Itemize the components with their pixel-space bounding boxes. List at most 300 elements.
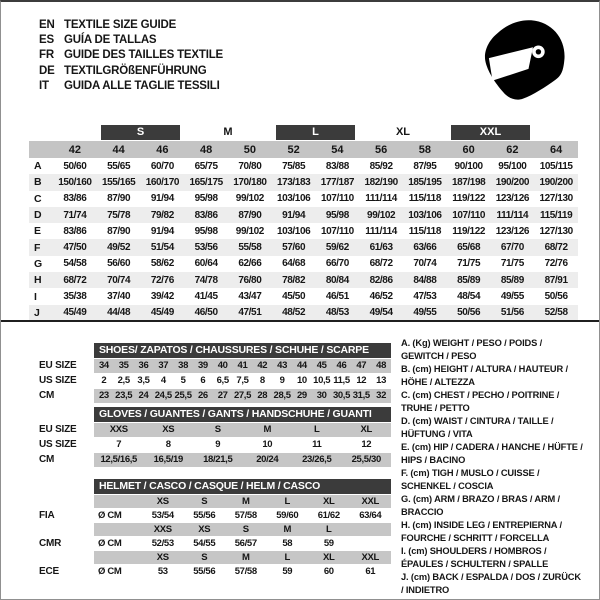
helmet-value: 59 (323, 538, 334, 549)
legend-item: I. (cm) SHOULDERS / HOMBROS / ÉPAULES / SCHULTERN / SPALLE (401, 546, 549, 569)
measurement-value: 71/75 (500, 258, 524, 270)
measurement-value: 67/70 (500, 242, 524, 254)
measurement-row (29, 305, 578, 321)
language-code: ES (39, 34, 54, 47)
measurement-letter: G (34, 257, 43, 270)
shoes-value: 9 (279, 375, 285, 386)
size-header-cell: 52 (287, 143, 300, 156)
helmet-size-label: XXS (153, 524, 172, 535)
helmet-value: 63/64 (359, 510, 382, 521)
measurement-row (29, 223, 578, 239)
helmet-row-label-spacer (29, 523, 94, 536)
helmet-size-header-row (29, 523, 391, 536)
measurement-value: 119/122 (452, 225, 486, 237)
measurement-letter: D (34, 209, 42, 222)
helmet-size-label: M (241, 552, 250, 563)
measurement-value: 187/198 (451, 176, 486, 188)
helmet-size-header-row (29, 495, 391, 508)
guide-title: TEXTILGRÖßENFÜHRUNG (64, 64, 207, 77)
helmet-standard-row (29, 565, 391, 578)
measurement-letter: F (34, 241, 41, 254)
size-header-cell: 64 (550, 143, 563, 156)
measurement-value: 78/82 (282, 274, 306, 286)
gloves-value: XS (162, 424, 175, 435)
helmet-value: 53 (157, 566, 168, 577)
measurement-value: 85/92 (369, 160, 393, 172)
helmet-unit-spacer (94, 523, 142, 536)
shoes-row-label: CM (39, 390, 55, 401)
shoes-value: 40 (217, 360, 228, 371)
measurement-value: 50/56 (544, 291, 568, 303)
measurement-value: 49/55 (413, 307, 437, 319)
shoes-row-label: US SIZE (39, 375, 77, 386)
helmet-standard-values (94, 565, 391, 578)
measurement-value: 111/114 (496, 209, 529, 221)
shoes-value: 4 (160, 375, 166, 386)
helmet-size-table (29, 479, 391, 581)
measurement-value: 91/94 (150, 225, 174, 237)
measurement-value: 41/45 (194, 291, 218, 303)
guide-title: GUIDE DES TAILLES TEXTILE (64, 49, 223, 62)
language-code: DE (39, 64, 55, 77)
size-group-s: S (101, 125, 181, 140)
gloves-value: 11 (312, 439, 322, 450)
shoes-value: 6 (200, 375, 206, 386)
helmet-standard-values (94, 537, 391, 550)
shoes-value: 30 (316, 390, 327, 401)
measurement-row (29, 288, 578, 304)
section-divider (1, 320, 600, 322)
shoes-value: 32 (376, 390, 387, 401)
measurement-value: 83/86 (63, 193, 87, 205)
measurement-row (29, 256, 578, 272)
measurement-value: 45/50 (282, 291, 306, 303)
measurement-value: 47/51 (238, 307, 262, 319)
language-code: EN (39, 19, 55, 31)
helmet-value: 61 (365, 566, 376, 577)
measurement-value: 37/40 (107, 291, 131, 303)
measurement-value: 50/56 (457, 307, 481, 319)
measurement-value: 68/72 (369, 258, 393, 270)
shoes-value: 45 (316, 360, 327, 371)
gloves-row-label: EU SIZE (39, 424, 77, 435)
measurement-value: 155/165 (101, 176, 136, 188)
gloves-row-values (94, 438, 391, 452)
measurement-value: 87/90 (107, 193, 131, 205)
gloves-size-table (29, 407, 391, 469)
measurement-value: 65/68 (457, 242, 481, 254)
measurement-letter: A (34, 160, 42, 173)
measurement-value: 70/80 (238, 160, 262, 172)
measurement-value: 61/63 (369, 242, 393, 254)
shoes-row (29, 374, 391, 388)
measurement-value: 84/88 (413, 274, 437, 286)
gloves-value: L (314, 424, 320, 435)
measurement-value: 59/62 (325, 242, 349, 254)
measurement-value: 95/98 (194, 225, 218, 237)
gloves-value: XXS (109, 424, 128, 435)
shoes-value: 28,5 (273, 390, 291, 401)
shoes-value: 44 (296, 360, 307, 371)
size-header-cell: 46 (156, 143, 169, 156)
size-header-row (29, 141, 578, 158)
language-code: FR (39, 49, 54, 62)
helmet-icon-graphic (479, 14, 569, 104)
measurement-row (29, 272, 578, 288)
measurement-value: 76/80 (238, 274, 262, 286)
helmet-size-label: XL (323, 552, 335, 563)
shoes-value: 28 (257, 390, 268, 401)
measurement-value: 127/130 (539, 225, 573, 237)
shoes-value: 37 (158, 360, 169, 371)
language-row (39, 48, 223, 63)
shoes-value: 29 (296, 390, 307, 401)
shoes-value: 42 (257, 360, 268, 371)
legend-item: E. (cm) HIP / CADERA / HANCHE / HÜFTE / HIPS / BACINO (401, 442, 583, 465)
measurement-value: 75/78 (107, 209, 131, 221)
measurement-value: 54/58 (63, 258, 87, 270)
helmet-value: 60 (323, 566, 334, 577)
measurement-value: 52/58 (544, 307, 568, 319)
measurement-value: 71/75 (457, 258, 481, 270)
shoes-value: 38 (178, 360, 189, 371)
measurement-value: 66/70 (325, 258, 349, 270)
helmet-standard-label: CMR (39, 538, 62, 549)
helmet-unit-label: Ø CM (98, 510, 122, 521)
shoes-value: 10 (296, 375, 307, 386)
measurement-value: 74/78 (194, 274, 218, 286)
gloves-value: 8 (165, 439, 171, 450)
measurement-value: 80/84 (325, 274, 349, 286)
shoes-value: 2 (101, 375, 107, 386)
measurement-value: 99/102 (367, 209, 396, 221)
shoes-value: 5 (180, 375, 186, 386)
helmet-size-label: S (201, 496, 208, 507)
measurement-value: 75/85 (282, 160, 306, 172)
measurement-value: 173/183 (276, 176, 311, 188)
measurement-value: 103/106 (408, 209, 442, 221)
legend-item: H. (cm) INSIDE LEG / ENTREPIERNA / FOURCHE / SCHRITT / FORCELLA (401, 520, 562, 543)
helmet-size-header-values (94, 523, 391, 536)
size-header-cell: 48 (200, 143, 213, 156)
shoes-value: 23,5 (115, 390, 133, 401)
gloves-table-title: GLOVES / GUANTES / GANTS / HANDSCHUHE / GUANTI (94, 407, 391, 422)
measurement-value: 119/122 (452, 193, 486, 205)
size-header-cell: 50 (243, 143, 256, 156)
legend-item: J. (cm) BACK / ESPALDA / DOS / ZURÜCK / INDIETRO (401, 572, 581, 595)
measurement-value: 107/110 (320, 193, 354, 205)
measurement-value: 165/175 (189, 176, 223, 188)
helmet-value: 59 (282, 566, 293, 577)
measurement-value: 95/98 (325, 209, 349, 221)
measurement-value: 64/68 (282, 258, 306, 270)
measurement-value: 127/130 (539, 193, 573, 205)
helmet-value: 52/53 (151, 538, 174, 549)
helmet-size-header-values (94, 495, 391, 508)
helmet-value: 55/56 (193, 510, 216, 521)
measurement-value: 182/190 (364, 176, 398, 188)
guide-title: GUIDA ALLE TAGLIE TESSILI (64, 79, 220, 92)
full-face-helmet-icon (479, 14, 569, 104)
size-header-cell: 58 (418, 143, 431, 156)
shoes-value: 2,5 (117, 375, 130, 386)
measurement-value: 95/98 (194, 193, 218, 205)
measurement-value: 60/64 (194, 258, 218, 270)
measurement-value: 70/74 (107, 274, 131, 286)
shoes-value: 6,5 (216, 375, 229, 386)
measurement-value: 35/38 (63, 291, 87, 303)
measurement-value: 45/49 (63, 307, 87, 319)
helmet-unit-spacer (94, 495, 142, 508)
gloves-value: 20/24 (256, 454, 279, 465)
gloves-row-values (94, 423, 391, 437)
measurement-value: 99/102 (235, 193, 264, 205)
measurement-value: 103/106 (276, 225, 311, 237)
helmet-size-label: XS (156, 552, 169, 563)
guide-title: TEXTILE SIZE GUIDE (64, 19, 177, 31)
size-header-cell: 60 (462, 143, 475, 156)
measurement-value: 111/114 (365, 225, 397, 237)
shoes-value: 24,5 (154, 390, 172, 401)
helmet-unit-label: Ø CM (98, 566, 122, 577)
measurement-value: 190/200 (539, 176, 573, 188)
shoes-row (29, 359, 391, 373)
measurement-value: 57/60 (282, 242, 306, 254)
measurement-value: 85/89 (500, 274, 524, 286)
measurement-value: 46/52 (369, 291, 393, 303)
measurement-value: 87/91 (544, 274, 568, 286)
shoes-row (29, 389, 391, 403)
legend-item: A. (Kg) WEIGHT / PESO / POIDS / GEWITCH / PESO (401, 338, 543, 361)
measurement-value: 107/110 (320, 225, 354, 237)
measurement-value: 62/66 (238, 258, 262, 270)
helmet-standard-row (29, 537, 391, 550)
measurement-value: 85/89 (457, 274, 481, 286)
gloves-row (29, 453, 391, 467)
legend-item: F. (cm) TIGH / MUSLO / CUISSE / SCHENKEL / COSCIA (401, 468, 540, 491)
size-header-cell: 44 (112, 143, 125, 156)
shoes-value: 8 (259, 375, 265, 386)
measurement-value: 60/70 (150, 160, 174, 172)
helmet-size-header-row (29, 551, 391, 564)
measurement-row (29, 191, 578, 207)
measurement-letter: J (34, 306, 40, 319)
measurement-value: 48/52 (282, 307, 306, 319)
measurement-value: 49/52 (107, 242, 131, 254)
shoes-value: 48 (376, 360, 387, 371)
helmet-size-label: L (284, 496, 290, 507)
gloves-row (29, 438, 391, 452)
measurement-value: 71/74 (63, 209, 87, 221)
measurement-letter: B (34, 176, 42, 189)
measurement-value: 87/90 (238, 209, 262, 221)
measurement-value: 68/72 (544, 242, 568, 254)
gloves-value: 12,5/16,5 (100, 454, 137, 465)
shoes-row-label: EU SIZE (39, 360, 77, 371)
measurement-value: 56/60 (107, 258, 131, 270)
shoes-value: 47 (356, 360, 367, 371)
language-row (39, 79, 223, 94)
measurement-value: 44/48 (107, 307, 131, 319)
measurement-letter: I (34, 290, 37, 303)
shoes-row-values (94, 359, 391, 373)
measurement-value: 50/60 (63, 160, 87, 172)
helmet-value: 55/56 (193, 566, 216, 577)
measurement-row (29, 174, 578, 190)
measurement-value: 49/54 (369, 307, 393, 319)
shoes-table-title: SHOES/ ZAPATOS / CHAUSSURES / SCHUHE / SCARPE (94, 343, 391, 358)
measurement-row (29, 158, 578, 174)
measurement-value: 58/62 (150, 258, 174, 270)
measurement-legend (401, 337, 585, 597)
shoes-value: 12 (356, 375, 367, 386)
size-group-m: M (223, 126, 233, 138)
measurement-value: 185/195 (408, 176, 442, 188)
measurement-row (29, 207, 578, 223)
measurement-value: 45/49 (150, 307, 174, 319)
language-title-list (39, 18, 223, 94)
helmet-size-label: XS (156, 496, 169, 507)
gloves-value: 25,5/30 (351, 454, 381, 465)
gloves-value: 9 (215, 439, 221, 450)
helmet-standard-row (29, 509, 391, 522)
shoes-row-values (94, 389, 391, 403)
shoes-value: 35 (118, 360, 129, 371)
helmet-table-title: HELMET / CASCO / CASQUE / HELM / CASCO (94, 479, 391, 494)
measurement-value: 115/118 (408, 193, 441, 205)
language-row (39, 64, 223, 79)
measurement-value: 177/187 (320, 176, 355, 188)
helmet-value (350, 537, 392, 550)
measurement-row (29, 239, 578, 255)
size-group-l: L (276, 125, 356, 140)
measurement-value: 47/50 (63, 242, 87, 254)
helmet-size-label: XXL (361, 552, 379, 563)
gloves-value: S (214, 424, 221, 435)
helmet-size-label: M (241, 496, 250, 507)
helmet-value: 59/60 (276, 510, 299, 521)
measurement-value: 83/86 (63, 225, 87, 237)
helmet-value: 61/62 (317, 510, 340, 521)
gloves-value: 18/21,5 (203, 454, 233, 465)
measurement-value: 39/42 (150, 291, 174, 303)
helmet-size-label: XXL (361, 496, 379, 507)
size-header-cell: 56 (375, 143, 388, 156)
measurement-value: 83/86 (194, 209, 218, 221)
measurement-value: 111/114 (365, 193, 397, 205)
shoes-value: 41 (237, 360, 248, 371)
shoes-value: 46 (336, 360, 347, 371)
shoes-value: 27 (217, 390, 228, 401)
measurement-value: 170/180 (233, 176, 267, 188)
legend-item: D. (cm) WAIST / CINTURA / TAILLE / HÜFTUNG / VITA (401, 416, 554, 439)
helmet-row-label-spacer (29, 495, 94, 508)
shoes-size-table (29, 343, 391, 405)
shoes-value: 7,5 (236, 375, 249, 386)
helmet-unit-spacer (94, 551, 142, 564)
shoes-value: 31,5 (352, 390, 370, 401)
measurement-value: 49/55 (500, 291, 524, 303)
measurement-value: 115/119 (540, 209, 573, 221)
shoes-value: 36 (138, 360, 149, 371)
guide-title: GUÍA DE TALLAS (64, 34, 157, 47)
size-group-row (29, 124, 578, 141)
measurement-value: 63/66 (413, 242, 437, 254)
gloves-row-label: US SIZE (39, 439, 77, 450)
measurement-value: 72/76 (544, 258, 568, 270)
measurement-value: 55/65 (107, 160, 131, 172)
shoes-value: 34 (98, 360, 109, 371)
language-code: IT (39, 79, 49, 92)
helmet-value: 53/54 (151, 510, 174, 521)
shoes-value: 11,5 (333, 375, 350, 386)
measurement-value: 190/200 (495, 176, 530, 188)
shoes-value: 10,5 (313, 375, 331, 386)
gloves-value: 7 (116, 439, 122, 450)
helmet-value: 57/58 (234, 510, 257, 521)
measurement-value: 123/126 (495, 193, 530, 205)
helmet-size-label: L (326, 524, 332, 535)
gloves-row-label: CM (39, 454, 55, 465)
measurement-letter: H (34, 274, 42, 287)
legend-item: B. (cm) HEIGHT / ALTURA / HAUTEUR / HÖHE / ALTEZZA (401, 364, 568, 387)
measurement-value: 87/90 (107, 225, 131, 237)
measurement-value: 72/76 (150, 274, 174, 286)
measurement-value: 79/82 (150, 209, 174, 221)
measurement-letter: E (34, 225, 42, 238)
measurement-value: 91/94 (282, 209, 306, 221)
helmet-unit-label: Ø CM (98, 538, 122, 549)
measurement-letter: C (34, 192, 42, 205)
size-header-cell: 62 (506, 143, 519, 156)
size-header-cell: 54 (331, 143, 344, 156)
legend-item: G. (cm) ARM / BRAZO / BRAS / ARM / BRACCIO (401, 494, 560, 517)
shoes-value: 39 (197, 360, 208, 371)
gloves-value: XL (360, 424, 372, 435)
measurement-value: 90/100 (454, 160, 483, 172)
measurement-value: 46/50 (194, 307, 218, 319)
helmet-standard-label: ECE (39, 566, 59, 577)
measurement-value: 160/170 (145, 176, 180, 188)
measurement-value: 48/54 (457, 291, 481, 303)
gloves-value: M (263, 424, 272, 435)
measurement-value: 83/88 (325, 160, 349, 172)
measurement-value: 87/95 (413, 160, 437, 172)
gloves-row (29, 423, 391, 437)
measurement-value: 55/58 (238, 242, 262, 254)
helmet-value: 56/57 (234, 538, 257, 549)
size-group-xl: XL (395, 126, 411, 138)
measurement-value: 99/102 (235, 225, 264, 237)
gloves-value: 23/26,5 (302, 454, 332, 465)
measurement-value: 82/86 (369, 274, 393, 286)
gloves-value: 10 (262, 439, 273, 450)
helmet-size-label: L (284, 552, 290, 563)
shoes-value: 13 (376, 375, 387, 386)
helmet-size-label: S (201, 552, 208, 563)
helmet-value: 54/55 (193, 538, 216, 549)
measurement-value: 123/126 (495, 225, 530, 237)
shoes-value: 3,5 (137, 375, 150, 386)
helmet-row-label-spacer (29, 551, 94, 564)
shoes-value: 30,5 (332, 390, 351, 401)
measurement-value: 65/75 (194, 160, 218, 172)
gloves-value: 12 (361, 439, 372, 450)
helmet-size-label: M (283, 524, 292, 535)
helmet-size-label: S (242, 524, 249, 535)
legend-item: C. (cm) CHEST / PECHO / POITRINE / TRUHE / PETTO (401, 390, 560, 413)
language-row (39, 33, 223, 48)
